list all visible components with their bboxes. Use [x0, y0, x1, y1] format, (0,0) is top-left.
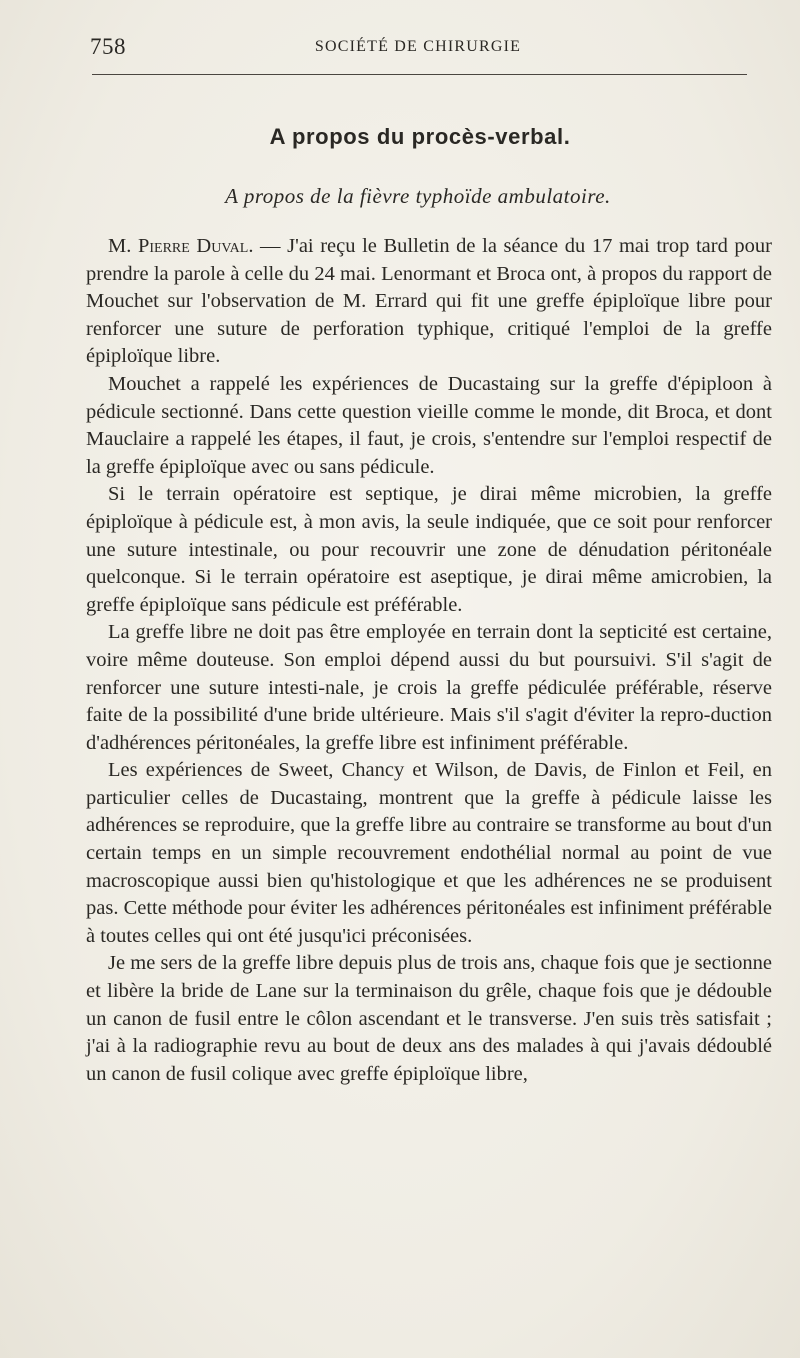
journal-title: SOCIÉTÉ DE CHIRURGIE	[314, 38, 522, 55]
page-number: 758	[90, 34, 126, 59]
body-text	[86, 233, 772, 1088]
running-header	[88, 34, 748, 64]
speaker-prefix: M.	[108, 235, 132, 257]
paragraph: Les expériences de Sweet, Chancy et Wilson, de Davis, de Finlon et Feil, en particulier celles de Ducastaing, montrent que la greffe à pédicule laisse les adhérences se reproduire, que la greffe libre au contraire se transforme au bout d'un certain temps en un simple recouvrement endothélial normal au point de vue macroscopique aussi bien qu'histologique et que les adhérences ne se produisent pas. Cette méthode pour éviter les adhérences péritonéales est infiniment préférable à toutes celles qui ont été jusqu'ici préconisées.	[86, 759, 772, 947]
paragraph: Si le terrain opératoire est septique, je dirai même microbien, la greffe épiploïque à pédicule est, à mon avis, la seule indiquée, que ce soit pour renforcer une suture intestinale, ou pour recouvrir une zone de dénudation péritonéale quelconque. Si le terrain opératoire est aseptique, je dirai même amicrobien, la greffe épiploïque sans pédicule est préférable.	[86, 483, 772, 616]
header-rule	[92, 74, 747, 75]
speaker-name: Pierre Duval	[137, 235, 249, 257]
paragraph: Mouchet a rappelé les expériences de Ducastaing sur la greffe d'épiploon à pédicule sectionné. Dans cette question vieille comme le monde, dit Broca, et dont Mauclaire a rappelé les étapes, il faut, je crois, s'entendre sur l'emploi respectif de la greffe épiploïque avec ou sans pédicule.	[86, 372, 772, 478]
speaker-dash: . —	[248, 235, 288, 257]
paragraph: Je me sers de la greffe libre depuis plus de trois ans, chaque fois que je sectionne et libère la bride de Lane sur la terminaison du grêle, chaque fois que je dédouble un canon de fusil entre le côlon ascendant et le transverse. J'en suis très satisfait ; j'ai à la radiographie revu au bout de deux ans des malades à qui j'avais dédoublé un canon de fusil colique avec greffe épiploïque libre,	[86, 952, 772, 1085]
paragraph: La greffe libre ne doit pas être employée en terrain dont la septicité est certaine, voire même douteuse. Son emploi dépend aussi du but poursuivi. S'il s'agit de renforcer une suture intesti-nale, je crois la greffe pédiculée préférable, réserve faite de la possibilité d'une bride ultérieure. Mais s'il s'agit d'éviter la repro-duction d'adhérences péritonéales, la greffe libre est infiniment préférable.	[86, 621, 772, 754]
paragraph-opening	[86, 233, 772, 371]
section-title: A propos du procès-verbal.	[269, 124, 571, 149]
opening-text: J'ai reçu le Bulletin de la séance du 17 mai trop tard pour prendre la parole à celle du 24 mai. Lenormant et Broca ont, à propos du rapport de Mouchet sur l'observation de M. Errard qui fit une greffe épiploïque libre pour renforcer une suture de perforation typhique, critiqué l'emploi de la greffe épiploïque libre.	[86, 235, 772, 368]
subtitle: A propos de la fièvre typhoïde ambulatoire.	[225, 184, 611, 208]
